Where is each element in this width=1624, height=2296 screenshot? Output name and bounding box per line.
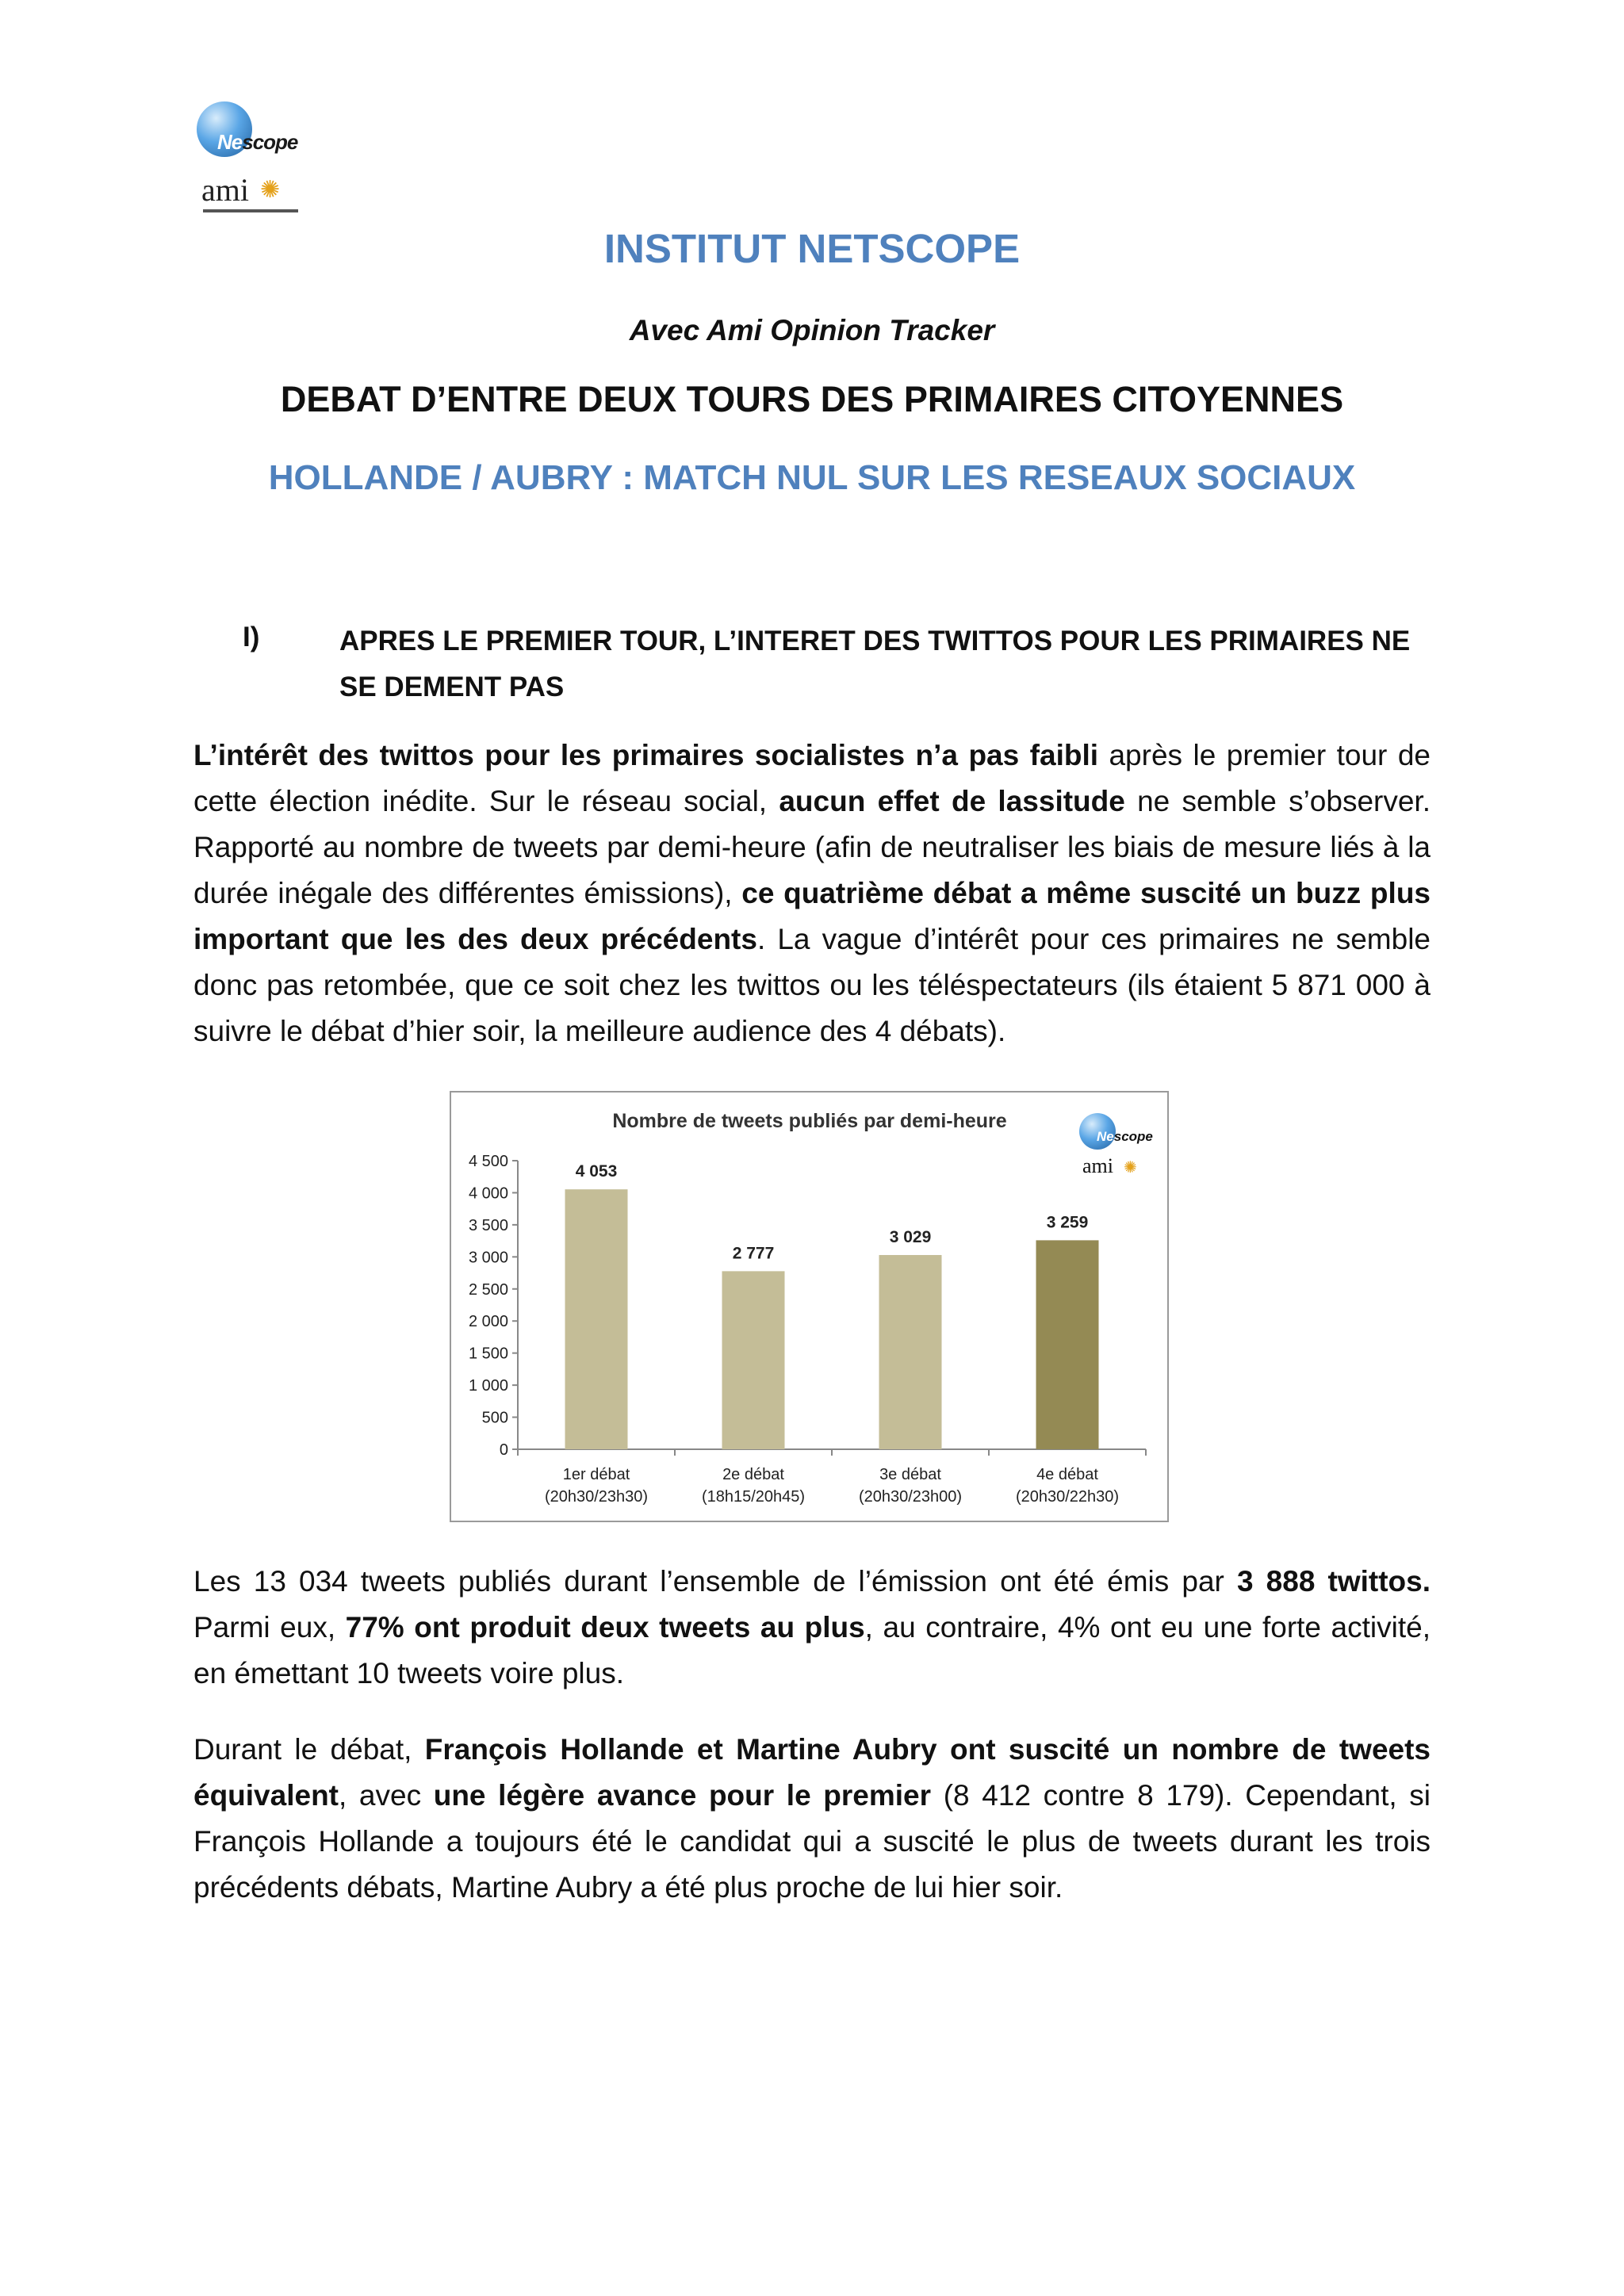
x-tick-sublabel: (20h30/23h00)	[858, 1488, 963, 1506]
netscope-ami-logo	[193, 98, 304, 217]
subtitle: Avec Ami Opinion Tracker	[629, 314, 995, 346]
paragraph3-run-4: (8 412 contre 8 179). Cependant, si François Hollande a toujours été le candidat qui a suscité le plus de tweets durant les trois précédents débats, Martine Aubry a été plus proche de lui hier soir.	[193, 1779, 1431, 1904]
paragraph1-run-0: L’intérêt des twittos pour les primaires socialistes n’a pas faibli	[193, 739, 1099, 771]
document-title: DEBAT D’ENTRE DEUX TOURS DES PRIMAIRES CITOYENNES	[280, 379, 1344, 419]
y-tick-label: 500	[481, 1409, 508, 1427]
bar	[1036, 1240, 1099, 1449]
y-tick-label: 3 000	[468, 1249, 508, 1267]
y-tick-label: 2 500	[468, 1280, 508, 1299]
tweets-chart	[450, 1091, 1169, 1522]
section-title: APRES LE PREMIER TOUR, L’INTERET DES TWITTOS POUR LES PRIMAIRES NE SE DEMENT PAS	[339, 626, 1411, 702]
swirl-icon: ✺	[260, 177, 281, 203]
y-tick-label: 1 000	[468, 1377, 508, 1395]
data-label: 2 777	[732, 1244, 775, 1263]
paragraph3-run-2: , avec	[339, 1779, 434, 1812]
paragraph3-run-1: François Hollande et Martine Aubry ont suscité un nombre de tweets équivalent	[193, 1733, 1431, 1812]
logo-tagline-bar	[203, 209, 298, 212]
paragraph2-run-3: 77% ont produit deux tweets au plus	[345, 1611, 865, 1644]
x-tick-sublabel: (20h30/23h30)	[544, 1488, 649, 1506]
section-number: I)	[243, 622, 260, 652]
data-label: 3 259	[1046, 1213, 1089, 1232]
y-tick-label: 3 500	[468, 1216, 508, 1234]
chart-title: Nombre de tweets publiés par demi-heure	[612, 1110, 1007, 1132]
paragraph2-run-1: 3 888 twittos.	[1236, 1565, 1431, 1598]
paragraph1-run-5: . La vague d’intérêt pour ces primaires ne semble donc pas retombée, que ce soit chez les twittos ou les téléspectateurs (ils étaient 5 871 000 à suivre le débat d’hier soir, la meilleure audience des 4 débats).	[193, 923, 1431, 1047]
x-tick-sublabel: (18h15/20h45)	[701, 1488, 806, 1506]
chart-logo-ami: ami	[1082, 1154, 1113, 1177]
paragraph-1	[193, 733, 1431, 1054]
x-tick-label: 1er débat	[562, 1466, 630, 1483]
y-tick-label: 4 500	[468, 1153, 508, 1170]
data-label: 4 053	[575, 1162, 618, 1181]
y-tick-label: 1 500	[468, 1345, 508, 1363]
chart-logo-netscope: Nescope	[1097, 1129, 1153, 1144]
institute-title: INSTITUT NETSCOPE	[603, 226, 1021, 271]
paragraph2-run-2: Parmi eux,	[193, 1611, 346, 1644]
netscope-wordmark: Nescope	[217, 130, 298, 154]
paragraph3-run-3: une légère avance pour le premier	[433, 1779, 932, 1812]
bar	[722, 1271, 785, 1449]
paragraph-2	[193, 1559, 1431, 1697]
data-label: 3 029	[889, 1227, 932, 1246]
paragraph1-run-4: ce quatrième débat a même suscité un buzz plus important que les des deux précédents	[193, 877, 1431, 955]
y-tick-label: 4 000	[468, 1184, 508, 1203]
x-tick-sublabel: (20h30/22h30)	[1015, 1488, 1120, 1506]
y-tick-label: 2 000	[468, 1313, 508, 1331]
bar	[879, 1255, 942, 1449]
bar	[565, 1189, 628, 1449]
x-tick-label: 4e débat	[1036, 1466, 1098, 1483]
x-tick-label: 2e débat	[722, 1466, 784, 1483]
chart-swirl-icon: ✺	[1124, 1159, 1137, 1177]
x-tick-label: 3e débat	[879, 1466, 941, 1483]
paragraph2-run-0: Les 13 034 tweets publiés durant l’ensemble de l’émission ont été émis par	[193, 1565, 1237, 1598]
paragraph1-run-1: après le premier tour de cette élection inédite. Sur le réseau social,	[193, 739, 1431, 817]
paragraph1-run-2: aucun effet de lassitude	[779, 785, 1125, 817]
paragraph1-run-3: ne semble s’observer. Rapporté au nombre de tweets par demi-heure (afin de neutraliser les biais de mesure liés à la durée inégale des différentes émissions),	[193, 785, 1431, 909]
paragraph2-run-4: , au contraire, 4% ont eu une forte activité, en émettant 10 tweets voire plus.	[193, 1611, 1431, 1689]
y-tick-label: 0	[499, 1441, 508, 1459]
chart-svg	[451, 1093, 1167, 1521]
paragraph3-run-0: Durant le débat,	[193, 1733, 425, 1766]
headline: HOLLANDE / AUBRY : MATCH NUL SUR LES RESEAUX SOCIAUX	[268, 458, 1356, 497]
chart-logo	[1078, 1112, 1157, 1183]
ami-wordmark: ami	[201, 172, 249, 208]
paragraph-3	[193, 1727, 1431, 1911]
